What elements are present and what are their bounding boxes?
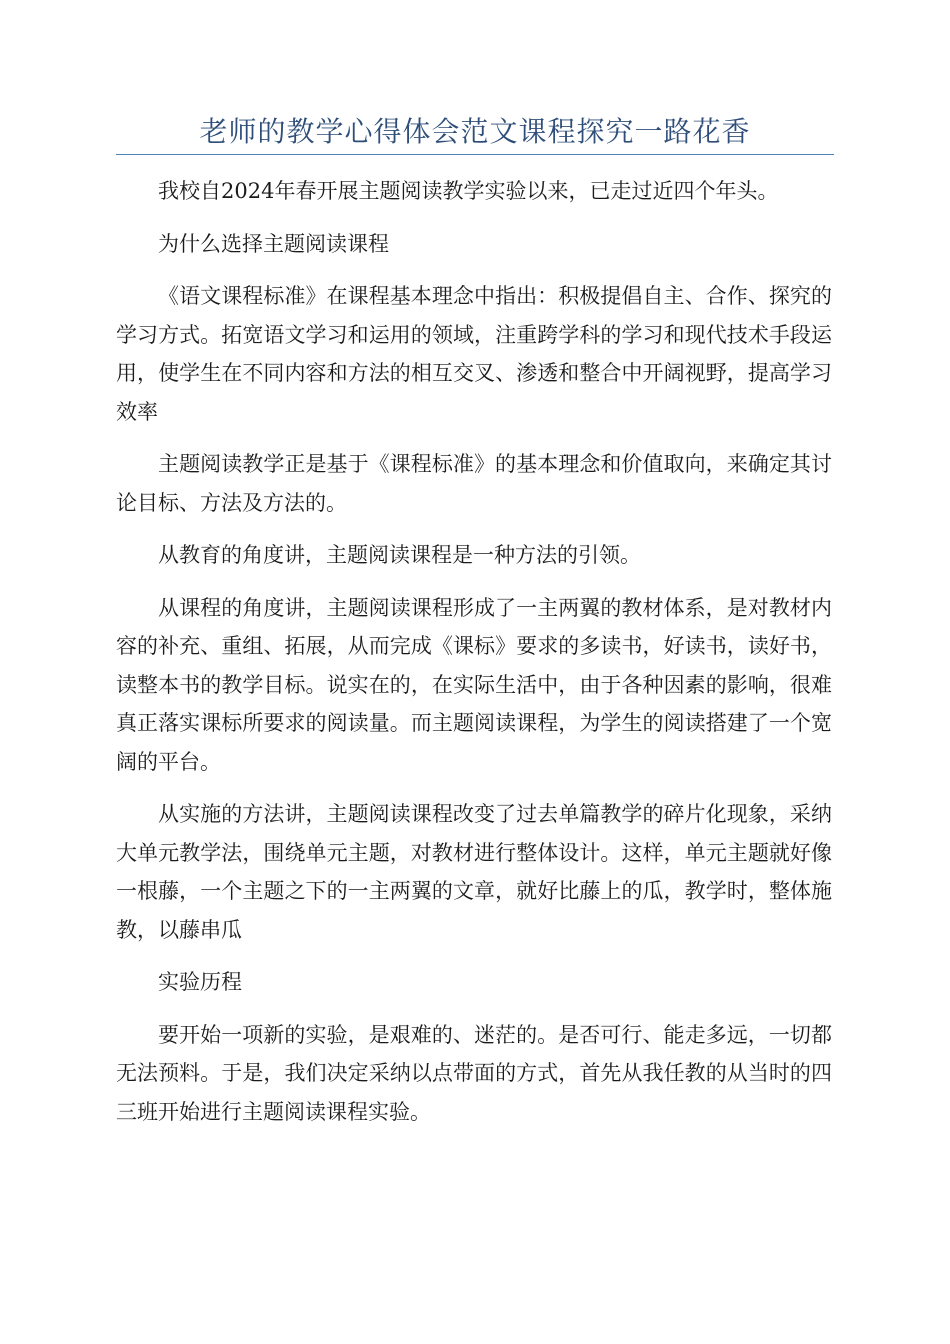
paragraph-education-angle: 从教育的角度讲，主题阅读课程是一种方法的引领。 xyxy=(158,543,641,567)
paragraph-basis: 主题阅读教学正是基于《课程标准》的基本理念和价值取向，来确定其讨论目标、方法及方法的。 xyxy=(116,452,832,515)
section-heading-why: 为什么选择主题阅读课程 xyxy=(158,231,389,256)
document-title: 老师的教学心得体会范文课程探究一路花香 xyxy=(199,115,751,148)
document-body xyxy=(116,172,832,1145)
paragraph-experiment-start: 要开始一项新的实验，是艰难的、迷茫的。是否可行、能走多远，一切都无法预料。于是，我们决定采纳以点带面的方式，首先从我任教的从当时的四三班开始进行主题阅读课程实验。 xyxy=(116,1022,832,1124)
title-underline xyxy=(116,154,834,155)
paragraph-method-angle: 从实施的方法讲，主题阅读课程改变了过去单篇教学的碎片化现象，采纳大单元教学法，围绕单元主题，对教材进行整体设计。这样，单元主题就好像一根藤，一个主题之下的一主两翼的文章，就好比藤上的瓜，教学时，整体施教，以藤串瓜 xyxy=(116,802,832,942)
paragraph-intro: 我校自2024年春开展主题阅读教学实验以来，已走过近四个年头。 xyxy=(158,179,779,203)
paragraph-course-angle: 从课程的角度讲，主题阅读课程形成了一主两翼的教材体系，是对教材内容的补充、重组、拓展，从而完成《课标》要求的多读书，好读书，读好书，读整本书的教学目标。说实在的，在实际生活中，由于各种因素的影响，很难真正落实课标所要求的阅读量。而主题阅读课程，为学生的阅读搭建了一个宽阔的平台。 xyxy=(116,595,832,774)
paragraph-curriculum-standard: 《语文课程标准》在课程基本理念中指出：积极提倡自主、合作、探究的学习方式。拓宽语文学习和运用的领域，注重跨学科的学习和现代技术手段运用，使学生在不同内容和方法的相互交叉、渗透和整合中开阔视野，提高学习效率 xyxy=(116,284,832,424)
section-heading-history: 实验历程 xyxy=(158,970,242,994)
